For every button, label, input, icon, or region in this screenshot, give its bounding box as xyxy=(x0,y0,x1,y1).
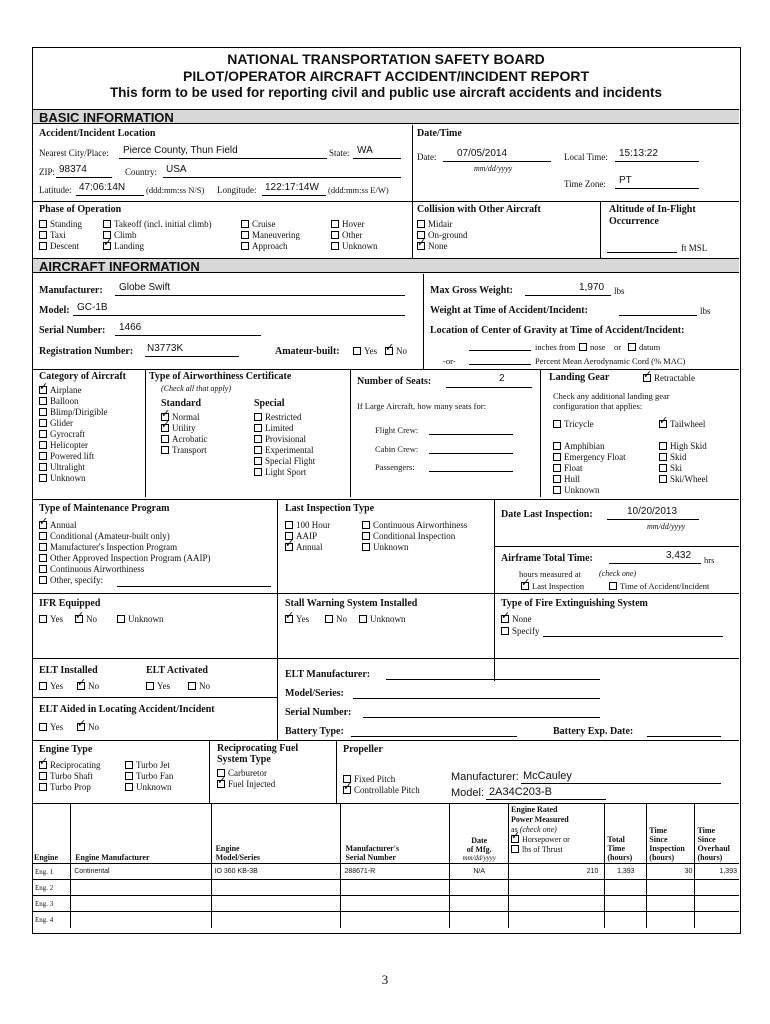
elt-installed-yes[interactable]: Yes xyxy=(39,681,63,691)
col-date-mfg: Date of Mfg. mm/dd/yyyy xyxy=(450,804,509,864)
collision-title: Collision with Other Aircraft xyxy=(417,204,541,215)
engine-table-header xyxy=(33,804,739,864)
cell-date[interactable] xyxy=(450,896,509,912)
ifr-yes[interactable]: Yes xyxy=(39,614,63,624)
cell-serial[interactable] xyxy=(341,880,450,896)
cg-inches-field[interactable] xyxy=(469,350,531,351)
zip-field[interactable]: 98374 xyxy=(59,164,87,175)
seats-field[interactable]: 2 xyxy=(499,373,505,384)
col-time-since-inspection: Time Since Inspection (hours) xyxy=(647,804,695,864)
gear-skid[interactable]: Skid xyxy=(659,452,687,462)
col-serial: Manufacturer's Serial Number xyxy=(341,804,450,864)
cell-total-time[interactable]: 1,393 xyxy=(605,864,647,880)
cell-date[interactable]: N/A xyxy=(450,864,509,880)
cell-tso[interactable] xyxy=(695,912,739,928)
passengers-label: Passengers: xyxy=(375,462,415,472)
registration-field[interactable]: N3773K xyxy=(147,343,184,354)
form-subtitle: This form to be used for reporting civil and public use aircraft accidents and incidents xyxy=(109,85,663,100)
latitude-format: (ddd:mm:ss N/S) xyxy=(146,185,205,195)
maint-continuous[interactable]: Continuous Airworthiness xyxy=(39,564,144,574)
cell-power[interactable] xyxy=(509,912,605,928)
altitude-field[interactable] xyxy=(607,252,677,253)
manufacturer-field[interactable]: Globe Swift xyxy=(119,282,171,293)
special-provisional[interactable]: Provisional xyxy=(254,434,306,444)
insp-continuous[interactable]: Continuous Airworthiness xyxy=(362,520,467,530)
table-row xyxy=(33,864,739,880)
gear-unknown[interactable]: Unknown xyxy=(553,485,600,495)
battery-exp-label: Battery Exp. Date: xyxy=(553,726,634,737)
date-last-inspection-label: Date Last Inspection: xyxy=(501,509,593,520)
fire-specify-field[interactable] xyxy=(543,636,723,637)
special-limited[interactable]: Limited xyxy=(254,423,294,433)
standard-title: Standard xyxy=(161,398,202,409)
elt-aided-yes[interactable]: Yes xyxy=(39,722,63,732)
category-airplane[interactable]: ✓Airplane xyxy=(39,385,82,395)
table-row xyxy=(33,880,739,896)
gear-retractable[interactable]: ✓ Retractable xyxy=(643,373,695,383)
col-engine: Engine xyxy=(33,804,71,864)
page-number: 3 xyxy=(381,972,389,987)
standard-utility[interactable]: ✓Utility xyxy=(161,423,196,433)
local-time-label: Local Time: xyxy=(564,152,608,162)
elt-installed-title: ELT Installed xyxy=(39,665,98,676)
elt-aided-no[interactable]: ✓ No xyxy=(77,722,99,732)
phase-takeoff[interactable]: Takeoff (incl. initial climb) xyxy=(103,219,212,229)
date-label: Date: xyxy=(417,152,437,162)
gear-emergency-float[interactable]: Emergency Float xyxy=(553,452,626,462)
prop-fixed-pitch[interactable]: Fixed Pitch xyxy=(343,774,395,784)
engine-reciprocating[interactable]: ✓Reciprocating xyxy=(39,760,100,770)
elt-manufacturer-label: ELT Manufacturer: xyxy=(285,669,371,680)
date-format: mm/dd/yyyy xyxy=(474,164,513,173)
flight-crew-field[interactable] xyxy=(429,434,513,435)
engine-turbo-jet[interactable]: Turbo Jet xyxy=(125,760,170,770)
collision-midair[interactable]: Midair xyxy=(417,219,453,229)
longitude-field[interactable]: 122:17:14W xyxy=(265,182,319,193)
category-glider[interactable]: Glider xyxy=(39,418,73,428)
cell-serial[interactable]: 288671-R xyxy=(341,864,450,880)
manufacturer-label: Manufacturer: xyxy=(39,285,103,296)
gear-note-2: configuration that applies: xyxy=(553,401,643,411)
cell-serial[interactable] xyxy=(341,896,450,912)
phase-title: Phase of Operation xyxy=(39,204,122,215)
longitude-label: Longitude: xyxy=(217,185,257,195)
airworthiness-note: (Check all that apply) xyxy=(161,384,231,393)
battery-type-field[interactable] xyxy=(351,736,517,737)
flight-crew-label: Flight Crew: xyxy=(375,425,419,435)
cabin-crew-label: Cabin Crew: xyxy=(375,444,419,454)
insp-unknown[interactable]: Unknown xyxy=(362,542,409,552)
col-engine-manufacturer: Engine Manufacturer xyxy=(71,804,211,864)
gear-tricycle[interactable]: Tricycle xyxy=(553,419,594,429)
cell-model[interactable] xyxy=(211,912,341,928)
col-engine-model: Engine Model/Series xyxy=(211,804,341,864)
basic-info-band: BASIC INFORMATION xyxy=(33,109,739,124)
timezone-field[interactable]: PT xyxy=(619,175,632,186)
cell-manufacturer[interactable]: Continental xyxy=(71,864,211,880)
power-horsepower-option[interactable]: ✓Horsepower or xyxy=(511,835,602,845)
state-label: State: xyxy=(329,148,350,158)
cg-or-separator: -or- xyxy=(443,356,456,366)
cell-serial[interactable] xyxy=(341,912,450,928)
fuel-system-title-2: System Type xyxy=(217,754,271,765)
cell-tsi[interactable] xyxy=(647,896,695,912)
model-field[interactable]: GC-1B xyxy=(77,302,108,313)
category-gyrocraft[interactable]: Gyrocraft xyxy=(39,429,85,439)
phase-other[interactable]: Other xyxy=(331,230,363,240)
ifr-no[interactable]: ✓ No xyxy=(75,614,97,624)
phase-descent[interactable]: Descent xyxy=(39,241,79,251)
elt-installed-no[interactable]: ✓ No xyxy=(77,681,99,691)
cell-tso[interactable] xyxy=(695,896,739,912)
phase-climb[interactable]: Climb xyxy=(103,230,137,240)
amateur-no[interactable]: ✓ No xyxy=(385,346,407,356)
maint-conditional[interactable]: Conditional (Amateur-built only) xyxy=(39,531,170,541)
collision-none[interactable]: ✓None xyxy=(417,241,448,251)
weight-at-accident-unit: lbs xyxy=(700,306,711,316)
row-engine-label: Eng. 3 xyxy=(33,896,71,912)
last-inspection-format: mm/dd/yyyy xyxy=(647,522,686,531)
cg-inches-label: inches from xyxy=(535,342,576,352)
gear-tailwheel[interactable]: ✓ Tailwheel xyxy=(659,419,705,429)
airframe-unit: hrs xyxy=(704,555,715,565)
hours-last-inspection[interactable]: ✓Last Inspection xyxy=(521,581,584,591)
last-inspection-title: Last Inspection Type xyxy=(285,503,375,514)
battery-exp-field[interactable] xyxy=(647,736,721,737)
engine-turbo-shaft[interactable]: Turbo Shaft xyxy=(39,771,93,781)
battery-type-label: Battery Type: xyxy=(285,726,344,737)
phase-standing[interactable]: Standing xyxy=(39,219,82,229)
row-engine-label: Eng. 4 xyxy=(33,912,71,928)
gear-note-1: Check any additional landing gear xyxy=(553,391,670,401)
altitude-title-2: Occurrence xyxy=(609,216,659,227)
gear-float[interactable]: Float xyxy=(553,463,583,473)
prop-manufacturer-label: Manufacturer: xyxy=(451,771,519,783)
cell-tsi[interactable] xyxy=(647,912,695,928)
maint-aaip[interactable]: Other Approved Inspection Program (AAIP) xyxy=(39,553,210,563)
cell-date[interactable] xyxy=(450,912,509,928)
datetime-title: Date/Time xyxy=(417,128,462,139)
stall-no[interactable]: No xyxy=(325,614,347,624)
hours-measured-note: (check one) xyxy=(599,569,637,578)
cell-manufacturer[interactable] xyxy=(71,896,211,912)
seats-label: Number of Seats: xyxy=(357,376,432,387)
airframe-total-field[interactable]: 3,432 xyxy=(666,550,692,561)
special-title: Special xyxy=(254,398,285,409)
phase-approach[interactable]: Approach xyxy=(241,241,288,251)
fuel-injected[interactable]: ✓Fuel Injected xyxy=(217,779,275,789)
location-title: Accident/Incident Location xyxy=(39,128,156,139)
gear-ski-wheel[interactable]: Ski/Wheel xyxy=(659,474,708,484)
phase-taxi[interactable]: Taxi xyxy=(39,230,66,240)
row-engine-label: Eng. 2 xyxy=(33,880,71,896)
stall-unknown[interactable]: Unknown xyxy=(359,614,406,624)
city-label: Nearest City/Place: xyxy=(39,148,109,158)
elt-activated-no[interactable]: No xyxy=(188,681,210,691)
altitude-unit: ft MSL xyxy=(681,243,708,253)
cell-total-time[interactable] xyxy=(605,896,647,912)
prop-controllable-pitch[interactable]: ✓Controllable Pitch xyxy=(343,785,420,795)
gear-hull[interactable]: Hull xyxy=(553,474,580,484)
engine-unknown[interactable]: Unknown xyxy=(125,782,172,792)
cell-tsi[interactable]: 30 xyxy=(647,864,695,880)
large-aircraft-label: If Large Aircraft, how many seats for: xyxy=(357,401,486,411)
cell-tso[interactable]: 1,393 xyxy=(695,864,739,880)
insp-conditional[interactable]: Conditional Inspection xyxy=(362,531,455,541)
serial-field[interactable]: 1466 xyxy=(119,322,142,333)
elt-activated-yes[interactable]: Yes xyxy=(146,681,170,691)
phase-maneuvering[interactable]: Maneuvering xyxy=(241,230,300,240)
prop-model-field[interactable]: 2A34C203-B xyxy=(489,786,552,798)
model-label: Model: xyxy=(39,305,70,316)
special-light-sport[interactable]: Light Sport xyxy=(254,467,306,477)
zip-label: ZIP: xyxy=(39,167,56,177)
maint-manufacturer[interactable]: Manufacturer's Inspection Program xyxy=(39,542,177,552)
cell-power[interactable] xyxy=(509,880,605,896)
elt-manufacturer-field[interactable] xyxy=(386,679,600,680)
standard-normal[interactable]: ✓Normal xyxy=(161,412,200,422)
amateur-label: Amateur-built: xyxy=(275,346,340,357)
elt-serial-label: Serial Number: xyxy=(285,707,352,718)
elt-serial-field[interactable] xyxy=(363,717,600,718)
weight-at-accident-label: Weight at Time of Accident/Incident: xyxy=(430,305,588,316)
fire-ext-title: Type of Fire Extinguishing System xyxy=(501,598,648,609)
standard-acrobatic[interactable]: Acrobatic xyxy=(161,434,207,444)
insp-100-hour[interactable]: 100 Hour xyxy=(285,520,330,530)
special-experimental[interactable]: Experimental xyxy=(254,445,313,455)
engine-type-title: Engine Type xyxy=(39,744,93,755)
cg-label: Location of Center of Gravity at Time of Accident/Incident: xyxy=(430,325,685,336)
max-gross-weight-label: Max Gross Weight: xyxy=(430,285,513,296)
max-gross-weight-field[interactable]: 1,970 xyxy=(579,282,605,293)
fire-none[interactable]: ✓None xyxy=(501,614,532,624)
airframe-total-label: Airframe Total Time: xyxy=(501,553,593,564)
table-row xyxy=(33,896,739,912)
longitude-format: (ddd:mm:ss E/W) xyxy=(328,185,389,195)
insp-aaip[interactable]: AAIP xyxy=(285,531,317,541)
maint-annual[interactable]: ✓Annual xyxy=(39,520,77,530)
elt-model-field[interactable] xyxy=(353,698,600,699)
registration-label: Registration Number: xyxy=(39,346,134,357)
engine-table xyxy=(33,803,739,928)
stall-yes[interactable]: ✓Yes xyxy=(285,614,309,624)
elt-activated-title: ELT Activated xyxy=(146,665,208,676)
cell-total-time[interactable] xyxy=(605,880,647,896)
phase-unknown[interactable]: Unknown xyxy=(331,241,378,251)
timezone-label: Time Zone: xyxy=(564,179,606,189)
latitude-field[interactable]: 47:06:14N xyxy=(79,182,126,193)
cg-mac-label: Percent Mean Aerodynamic Cord (% MAC) xyxy=(535,356,686,366)
ifr-unknown[interactable]: Unknown xyxy=(117,614,164,624)
cell-tsi[interactable] xyxy=(647,880,695,896)
table-row xyxy=(33,912,739,928)
country-label: Country: xyxy=(125,167,158,177)
col-time-since-overhaul: Time Since Overhaul (hours) xyxy=(695,804,739,864)
cell-model[interactable] xyxy=(211,880,341,896)
category-powered-lift[interactable]: Powered lift xyxy=(39,451,94,461)
gear-amphibian[interactable]: Amphibian xyxy=(553,441,605,451)
passengers-field[interactable] xyxy=(429,471,513,472)
form-title: PILOT/OPERATOR AIRCRAFT ACCIDENT/INCIDENT REPORT xyxy=(183,68,589,84)
col-power: Engine Rated Power Measured (check one) ✓Horsepower or lbs of Thrust xyxy=(509,804,605,864)
power-thrust-option[interactable]: lbs of Thrust xyxy=(511,845,602,855)
country-field[interactable]: USA xyxy=(166,164,187,175)
collision-on-ground[interactable]: On-ground xyxy=(417,230,468,240)
amateur-yes[interactable]: Yes xyxy=(353,346,377,356)
latitude-label: Latitude: xyxy=(39,185,72,195)
phase-cruise[interactable]: Cruise xyxy=(241,219,276,229)
category-ultralight[interactable]: Ultralight xyxy=(39,462,85,472)
cell-manufacturer[interactable] xyxy=(71,880,211,896)
category-title: Category of Aircraft xyxy=(39,371,127,382)
category-balloon[interactable]: Balloon xyxy=(39,396,79,406)
row-engine-label: Eng. 1 xyxy=(33,864,71,880)
ifr-title: IFR Equipped xyxy=(39,598,101,609)
landing-gear-title: Landing Gear xyxy=(549,372,610,383)
elt-aided-title: ELT Aided in Locating Accident/Incident xyxy=(39,704,215,715)
phase-landing[interactable]: ✓Landing xyxy=(103,241,144,251)
city-field[interactable]: Pierce County, Thun Field xyxy=(123,145,238,156)
airworthiness-title: Type of Airworthiness Certificate xyxy=(149,371,292,382)
engine-turbo-prop[interactable]: Turbo Prop xyxy=(39,782,91,792)
prop-manufacturer-field[interactable]: McCauley xyxy=(523,770,572,782)
cg-or-label: or xyxy=(614,342,622,352)
cell-total-time[interactable] xyxy=(605,912,647,928)
cell-power[interactable] xyxy=(509,896,605,912)
fire-specify[interactable]: Specify xyxy=(501,626,540,636)
category-blimp[interactable]: Blimp/Dirigible xyxy=(39,407,108,417)
cg-nose-option[interactable]: nose xyxy=(579,342,606,352)
category-unknown[interactable]: Unknown xyxy=(39,473,86,483)
cell-power[interactable]: 210 xyxy=(509,864,605,880)
cg-datum-option[interactable]: datum xyxy=(628,342,660,352)
report-form xyxy=(32,47,741,934)
insp-annual[interactable]: ✓Annual xyxy=(285,542,323,552)
date-field[interactable]: 07/05/2014 xyxy=(457,148,508,159)
special-restricted[interactable]: Restricted xyxy=(254,412,302,422)
special-flight[interactable]: Special Flight xyxy=(254,456,315,466)
cell-manufacturer[interactable] xyxy=(71,912,211,928)
fuel-carburetor[interactable]: Carburetor xyxy=(217,768,267,778)
aircraft-info-band: AIRCRAFT INFORMATION xyxy=(33,258,739,273)
phase-hover[interactable]: Hover xyxy=(331,219,365,229)
maintenance-title: Type of Maintenance Program xyxy=(39,503,170,514)
propeller-title: Propeller xyxy=(343,744,383,755)
serial-label: Serial Number: xyxy=(39,325,106,336)
fuel-system-title: Reciprocating Fuel xyxy=(217,743,299,754)
gear-ski[interactable]: Ski xyxy=(659,463,682,473)
altitude-title: Altitude of In-Flight xyxy=(609,204,696,215)
form-agency-title: NATIONAL TRANSPORTATION SAFETY BOARD xyxy=(227,51,545,67)
cell-date[interactable] xyxy=(450,880,509,896)
standard-transport[interactable]: Transport xyxy=(161,445,207,455)
col-total-time: Total Time (hours) xyxy=(605,804,647,864)
prop-model-label: Model: xyxy=(451,787,485,799)
gear-high-skid[interactable]: High Skid xyxy=(659,441,707,451)
hours-measured-label: hours measured at xyxy=(519,569,581,579)
elt-model-label: Model/Series: xyxy=(285,688,344,699)
category-helicopter[interactable]: Helicopter xyxy=(39,440,88,450)
local-time-field[interactable]: 15:13:22 xyxy=(619,148,658,159)
cell-model[interactable]: IO 360 KB-3B xyxy=(211,864,341,880)
stall-warning-title: Stall Warning System Installed xyxy=(285,598,418,609)
date-last-inspection-field[interactable]: 10/20/2013 xyxy=(627,506,678,517)
cell-tso[interactable] xyxy=(695,880,739,896)
cg-mac-field[interactable] xyxy=(469,364,531,365)
weight-at-accident-field[interactable] xyxy=(619,315,697,316)
state-field[interactable]: WA xyxy=(357,145,373,156)
cabin-crew-field[interactable] xyxy=(429,453,513,454)
hours-time-of-accident[interactable]: Time of Accident/Incident xyxy=(609,581,709,591)
mgw-unit: lbs xyxy=(614,286,625,296)
maint-other-field[interactable] xyxy=(117,586,271,587)
cell-model[interactable] xyxy=(211,896,341,912)
maint-other[interactable]: Other, specify: xyxy=(39,575,103,585)
engine-turbo-fan[interactable]: Turbo Fan xyxy=(125,771,173,781)
